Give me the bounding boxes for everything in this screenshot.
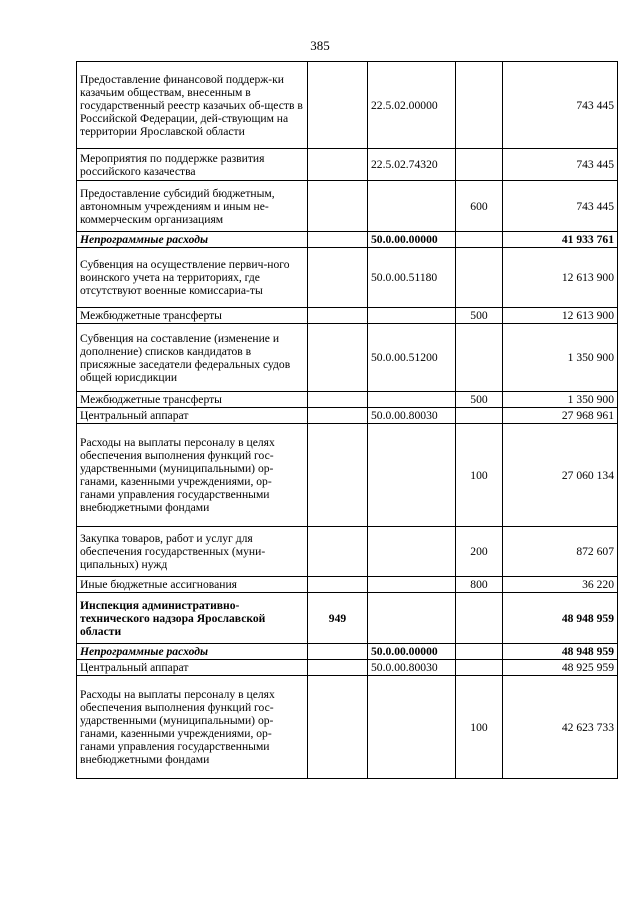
row-ministry-code <box>308 308 368 324</box>
row-name: Мероприятия по поддержке развития российского казачества <box>77 149 308 181</box>
row-program-code: 50.0.00.51180 <box>368 248 456 308</box>
row-name: Непрограммные расходы <box>77 644 308 660</box>
table-row <box>77 660 618 676</box>
table-row <box>77 577 618 593</box>
row-expense-type <box>456 149 503 181</box>
row-program-code: 50.0.00.00000 <box>368 232 456 248</box>
row-expense-type <box>456 660 503 676</box>
row-program-code: 22.5.02.74320 <box>368 149 456 181</box>
row-amount: 41 933 761 <box>503 232 618 248</box>
row-amount: 1 350 900 <box>503 392 618 408</box>
row-ministry-code <box>308 62 368 149</box>
row-amount: 27 968 961 <box>503 408 618 424</box>
row-program-code <box>368 527 456 577</box>
row-name: Межбюджетные трансферты <box>77 308 308 324</box>
table-row <box>77 181 618 232</box>
table-row <box>77 248 618 308</box>
row-ministry-code <box>308 408 368 424</box>
table-row <box>77 676 618 779</box>
row-program-code <box>368 577 456 593</box>
row-expense-type <box>456 324 503 392</box>
row-name: Субвенция на осуществление первич-ного воинского учета на территориях, где отсутствуют военные комиссариа-ты <box>77 248 308 308</box>
row-name: Расходы на выплаты персоналу в целях обеспечения выполнения функций гос-ударственными (муниципальными) ор-ганами, казенными учреждениями, ор-ганами управления государственными внебюджетными фондами <box>77 424 308 527</box>
row-expense-type <box>456 644 503 660</box>
row-expense-type: 800 <box>456 577 503 593</box>
page-number: 385 <box>310 38 330 53</box>
row-expense-type: 100 <box>456 424 503 527</box>
row-amount: 872 607 <box>503 527 618 577</box>
row-program-code <box>368 593 456 644</box>
row-expense-type: 200 <box>456 527 503 577</box>
row-expense-type <box>456 408 503 424</box>
row-amount: 1 350 900 <box>503 324 618 392</box>
row-expense-type: 500 <box>456 392 503 408</box>
row-amount: 27 060 134 <box>503 424 618 527</box>
row-amount: 36 220 <box>503 577 618 593</box>
row-ministry-code: 949 <box>308 593 368 644</box>
row-expense-type <box>456 62 503 149</box>
row-name: Предоставление финансовой поддерж-ки казачьим обществам, внесенным в государственный реестр казачьих об-ществ в Российской Федерации, дей-ствующим на территории Ярославской области <box>77 62 308 149</box>
table-row <box>77 593 618 644</box>
row-ministry-code <box>308 181 368 232</box>
row-ministry-code <box>308 248 368 308</box>
row-name: Закупка товаров, работ и услуг для обеспечения государственных (муни-ципальных) нужд <box>77 527 308 577</box>
row-expense-type: 500 <box>456 308 503 324</box>
row-name: Центральный аппарат <box>77 660 308 676</box>
row-program-code <box>368 424 456 527</box>
row-expense-type: 100 <box>456 676 503 779</box>
row-program-code <box>368 181 456 232</box>
row-program-code: 50.0.00.51200 <box>368 324 456 392</box>
table-row <box>77 308 618 324</box>
row-amount: 12 613 900 <box>503 248 618 308</box>
row-amount: 743 445 <box>503 62 618 149</box>
row-expense-type <box>456 593 503 644</box>
row-ministry-code <box>308 424 368 527</box>
table-row <box>77 408 618 424</box>
row-name: Иные бюджетные ассигнования <box>77 577 308 593</box>
row-program-code <box>368 676 456 779</box>
table-row <box>77 527 618 577</box>
row-ministry-code <box>308 644 368 660</box>
row-program-code: 50.0.00.80030 <box>368 408 456 424</box>
row-amount: 743 445 <box>503 181 618 232</box>
row-expense-type <box>456 248 503 308</box>
row-ministry-code <box>308 392 368 408</box>
row-program-code: 50.0.00.80030 <box>368 660 456 676</box>
row-ministry-code <box>308 324 368 392</box>
table-row <box>77 392 618 408</box>
row-amount: 48 925 959 <box>503 660 618 676</box>
row-ministry-code <box>308 676 368 779</box>
budget-table <box>76 61 618 779</box>
row-name: Расходы на выплаты персоналу в целях обеспечения выполнения функций гос-ударственными (муниципальными) ор-ганами, казенными учреждениями, ор-ганами управления государственными внебюджетными фондами <box>77 676 308 779</box>
table-row <box>77 232 618 248</box>
row-ministry-code <box>308 149 368 181</box>
row-expense-type: 600 <box>456 181 503 232</box>
table-row <box>77 62 618 149</box>
table-row <box>77 644 618 660</box>
row-name: Непрограммные расходы <box>77 232 308 248</box>
row-expense-type <box>456 232 503 248</box>
row-ministry-code <box>308 660 368 676</box>
row-ministry-code <box>308 527 368 577</box>
row-program-code: 50.0.00.00000 <box>368 644 456 660</box>
row-ministry-code <box>308 232 368 248</box>
row-amount: 12 613 900 <box>503 308 618 324</box>
row-program-code <box>368 308 456 324</box>
table-row <box>77 324 618 392</box>
row-name: Инспекция административно-технического надзора Ярославской области <box>77 593 308 644</box>
row-name: Субвенция на составление (изменение и дополнение) списков кандидатов в присяжные заседатели федеральных судов общей юрисдикции <box>77 324 308 392</box>
table-row <box>77 149 618 181</box>
row-amount: 42 623 733 <box>503 676 618 779</box>
row-amount: 48 948 959 <box>503 644 618 660</box>
table-row <box>77 424 618 527</box>
row-amount: 48 948 959 <box>503 593 618 644</box>
row-ministry-code <box>308 577 368 593</box>
row-amount: 743 445 <box>503 149 618 181</box>
budget-table-body <box>77 62 618 779</box>
row-name: Центральный аппарат <box>77 408 308 424</box>
row-program-code: 22.5.02.00000 <box>368 62 456 149</box>
row-name: Межбюджетные трансферты <box>77 392 308 408</box>
row-name: Предоставление субсидий бюджетным, автономным учреждениям и иным не-коммерческим организациям <box>77 181 308 232</box>
row-program-code <box>368 392 456 408</box>
